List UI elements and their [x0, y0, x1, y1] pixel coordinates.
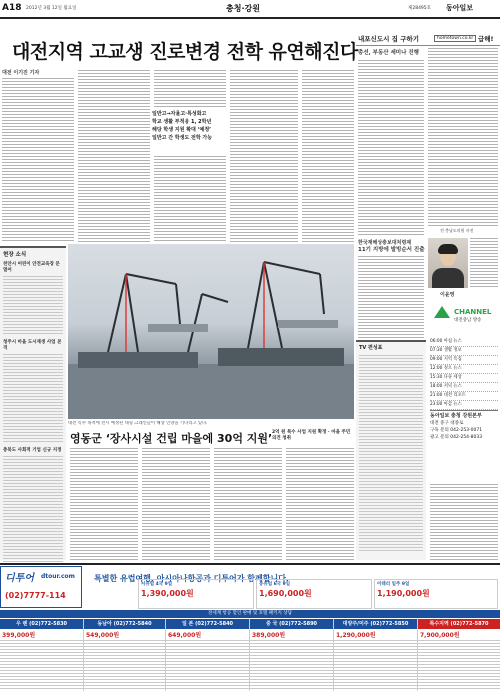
- section-title: 충청·강원: [226, 4, 260, 13]
- subhead-line-2: 학교 생활 부적응 1, 2학년: [152, 119, 212, 125]
- side-box: [0, 246, 66, 560]
- ad-column-price: 1,290,000원: [336, 632, 376, 639]
- side-item-1-text: [3, 276, 63, 336]
- tour-deal-2: [256, 579, 372, 609]
- schedule-row: 09:00 지역 특집: [430, 356, 498, 365]
- right-top-url: hometown.co.kr: [434, 35, 476, 42]
- feature-col-3: [214, 448, 282, 560]
- ad-column-head: 일 본 (02)772-5840: [166, 619, 249, 629]
- ad-column-europe: [0, 619, 84, 691]
- subhead-box: [152, 110, 226, 152]
- bureau-title: 동아일보 충청 강원본부: [430, 413, 482, 419]
- side-item-3: 충북도 사회적 기업 신규 지정: [3, 448, 62, 453]
- main-headline: 대전지역 고교생 진로변경 전학 유연해진다: [12, 41, 358, 63]
- portrait-side-text: [470, 238, 498, 288]
- channel-sub: 대전충남 방송: [454, 318, 482, 323]
- schedule-row: 15:30 다큐 세상: [430, 374, 498, 383]
- feature-col-4: [286, 448, 354, 560]
- ad-column-head: 우 렌 (02)772-5830: [0, 619, 83, 629]
- schedule-row: 07:30 생활 정보: [430, 347, 498, 356]
- schedule-row: 12:00 정오 뉴스: [430, 365, 498, 374]
- portrait-photo: [428, 238, 468, 288]
- ad-column-head: 동남아 (02)772-5840: [84, 619, 165, 629]
- tour-footer-bar: [0, 610, 500, 618]
- tour-deal-1: [138, 579, 254, 609]
- ad-column-japan: [166, 619, 250, 691]
- portrait-name: 이윤영: [440, 292, 455, 298]
- right-col-text-2: [428, 48, 498, 226]
- ad-column-head: 대양주/미주 (02)772-5850: [334, 619, 417, 629]
- subhead-line-1: 일반고→자율고·특성화고: [152, 111, 207, 117]
- ad-column-body: [166, 640, 249, 691]
- article-column-3: [154, 70, 226, 108]
- bureau-box: [430, 410, 498, 480]
- right-col-text-1: [358, 60, 424, 235]
- article-column-1: [2, 78, 74, 242]
- tour-logo: 디투어: [5, 573, 34, 584]
- ad-column-body: [250, 640, 333, 691]
- article-column-5: [302, 70, 354, 242]
- side-item-1: 천안시 어린이 안전교육장 문 열어: [3, 262, 60, 273]
- schedule-list: [430, 338, 498, 410]
- article-column-3b: [154, 156, 226, 242]
- tour-phone: (02)7777-114: [5, 591, 66, 600]
- header-rule: [0, 17, 500, 19]
- page-number: A18: [2, 3, 22, 13]
- deal-2-price: 1,690,000원: [259, 589, 312, 598]
- right-mid-sub: 11기 지방에 발빙순서 진출: [358, 247, 425, 253]
- schedule-row: 21:00 대전 리포트: [430, 392, 498, 401]
- ad-column-head: 중 국 (02)772-5890: [250, 619, 333, 629]
- edition-tag: 제28495호: [408, 6, 432, 11]
- deal-3-name: 이태리 일주 9일: [377, 582, 410, 587]
- schedule-text: [359, 355, 423, 551]
- feature-col-2: [142, 448, 210, 560]
- side-item-2-text: [3, 354, 63, 444]
- deal-2-name: 동유럽 6국 9일: [259, 582, 291, 587]
- right-mid-text: [358, 256, 424, 338]
- right-col-head: 총선, 부동산 세미나 진행: [358, 50, 419, 56]
- ad-column-china: [250, 619, 334, 691]
- ad-column-price: 389,000원: [252, 632, 286, 639]
- page-header: [0, 0, 500, 18]
- ad-column-price: 7,900,000원: [420, 632, 460, 639]
- ad-column-oceania: [334, 619, 418, 691]
- tour-banner-text: 특별한 유럽여행, 아시아나항공과 디투어가 함께합니다.: [94, 574, 289, 583]
- schedule-box: [356, 340, 426, 560]
- right-top-box: [356, 32, 500, 46]
- tour-ad-logo-box: [0, 566, 82, 608]
- ad-column-price: 649,000원: [168, 632, 202, 639]
- right-top-label: 내포신도시 집 구하기: [358, 35, 420, 43]
- article-column-4: [230, 70, 298, 242]
- deal-1-price: 1,390,000원: [141, 589, 194, 598]
- ad-column-sea: [84, 619, 166, 691]
- schedule-row: 23:00 마감 뉴스: [430, 401, 498, 410]
- subhead-line-3: 해당 학생 지원 확대 ‘예정’: [152, 127, 212, 133]
- right-col-byline: 전 충남도의원 사진: [440, 228, 474, 233]
- ad-column-body: [334, 640, 417, 691]
- bureau-line: 대전 중구 대종로: [430, 421, 464, 426]
- ad-column-price: 549,000원: [86, 632, 120, 639]
- ad-divider: [0, 563, 500, 565]
- channel-mark-icon: [434, 306, 450, 318]
- photo-caption: 대전 특수 목적에 전시 예정된 대형 크레인들이 해상 인양을 기다리고 있다.: [68, 421, 208, 426]
- date-line: 2012년 3월 12일 월요일: [26, 6, 77, 11]
- article-byline: 대전 이기진 기자: [2, 70, 40, 76]
- deal-3-price: 1,190,000원: [377, 589, 430, 598]
- tour-footer-text: 전세계 항공 할인 판매 및 호텔 패키지 상담: [208, 611, 292, 616]
- ad-column-body: [0, 640, 83, 691]
- ad-column-head: 특수지역 (02)772-5870: [418, 619, 500, 629]
- channel-logo-block: [428, 304, 500, 334]
- ad-column-special: [418, 619, 500, 691]
- article-column-2: [78, 70, 150, 242]
- newspaper-name: 동아일보: [446, 4, 474, 12]
- subhead-line-4: 일반고 간 학생도 전학 가능: [152, 135, 213, 141]
- channel-brand: CHANNEL: [454, 308, 492, 316]
- schedule-row: 06:00 아침 뉴스: [430, 338, 498, 347]
- right-mid-title: 한국재해상충보대처령제: [358, 240, 412, 246]
- main-photo: [68, 244, 354, 419]
- right-bottom-text: [430, 484, 498, 560]
- feature-headline: 영동군 ‘장사시설 건립 마을에 30억 지원’: [70, 432, 273, 445]
- schedule-title: TV 편성표: [359, 345, 383, 351]
- tour-banner: [84, 566, 500, 583]
- schedule-row: 18:00 저녁 뉴스: [430, 383, 498, 392]
- bureau-line: 구독 문의 042-253-0071: [430, 428, 483, 433]
- right-top-tag: 급해!: [478, 35, 494, 43]
- feature-subhead: 2억 원 특수 사업 지원 확정 · 마을 주민 의견 청취: [272, 430, 351, 441]
- tour-deal-3: [374, 579, 498, 609]
- ad-column-body: [418, 640, 500, 691]
- side-item-3-text: [3, 456, 63, 566]
- crane-illustration: [68, 244, 354, 419]
- tour-domain: dtour.com: [41, 573, 75, 580]
- bureau-line: 광고 문의 042-254-8033: [430, 435, 483, 440]
- side-box-title: 현장 소식: [3, 252, 27, 258]
- side-item-2: 청주시 마을 도시재생 사업 본격: [3, 340, 62, 351]
- ad-column-body: [84, 640, 165, 691]
- ad-column-price: 399,000원: [2, 632, 36, 639]
- deal-1-name: 서유럽 4국 9일: [141, 582, 173, 587]
- feature-col-1: [70, 448, 138, 560]
